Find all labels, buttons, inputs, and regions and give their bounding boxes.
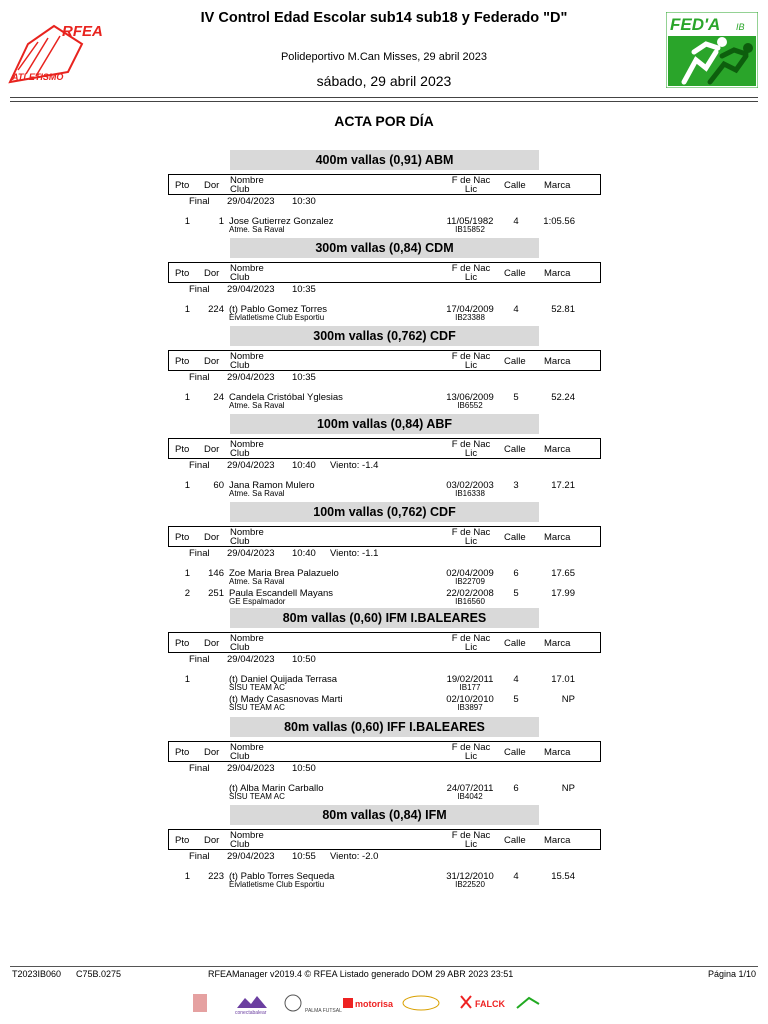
col-lic: Lic — [464, 272, 478, 283]
rfea-logo-sub: ATLETISMO — [12, 72, 64, 82]
athlete-name: (t) Pablo Gomez Torres — [229, 304, 328, 315]
col-calle: Calle — [504, 835, 526, 846]
falck-icon — [461, 996, 471, 1008]
col-marca: Marca — [544, 268, 571, 279]
event-title: 100m vallas (0,84) ABF — [230, 414, 539, 434]
license-number: IB22709 — [455, 577, 485, 586]
col-marca: Marca — [544, 444, 571, 455]
birth-date: 24/07/2011 — [446, 783, 494, 794]
result-row — [168, 871, 601, 893]
result-row — [168, 674, 601, 696]
col-marca: Marca — [544, 835, 571, 846]
round-time: 10:35 — [292, 372, 316, 383]
round-label: Final — [189, 284, 210, 295]
result-row — [168, 216, 601, 238]
column-header-row — [168, 741, 601, 762]
palma-futsal-icon — [285, 995, 301, 1011]
birth-date: 22/02/2008 — [446, 588, 494, 599]
mark: NP — [561, 694, 575, 705]
column-header-row — [168, 632, 601, 653]
col-dor: Dor — [204, 835, 220, 846]
col-lic: Lic — [464, 751, 478, 762]
mark: NP — [561, 783, 575, 794]
col-fnac: F de Nac — [451, 351, 491, 362]
sponsor-name-palma-futsal: PALMA FUTSAL — [305, 1008, 342, 1014]
col-dor: Dor — [204, 747, 220, 758]
runner-icon — [517, 998, 539, 1008]
athlete-club: SISU TEAM AC — [229, 683, 285, 692]
athlete-club: SISU TEAM AC — [229, 792, 285, 801]
col-lic: Lic — [464, 839, 478, 850]
result-row — [168, 588, 601, 610]
birth-date: 11/05/1982 — [446, 216, 494, 227]
fedaib-logo — [666, 12, 758, 88]
footer-code: T2023IB060 — [12, 969, 62, 979]
col-pto: Pto — [175, 356, 190, 367]
round-date: 29/04/2023 — [227, 460, 275, 471]
license-number: IB16560 — [455, 597, 485, 606]
event-title: 80m vallas (0,60) IFF I.BALEARES — [230, 717, 539, 737]
col-dor: Dor — [204, 444, 220, 455]
round-time: 10:30 — [292, 196, 316, 207]
athlete-club: Atme. Sa Raval — [229, 225, 285, 234]
mark: 17.65 — [551, 568, 575, 579]
result-position: 1 — [184, 568, 190, 579]
col-nombre: Nombre — [230, 633, 264, 644]
result-position: 1 — [184, 480, 190, 491]
col-nombre: Nombre — [230, 263, 264, 274]
result-bib: 223 — [208, 871, 224, 882]
col-fnac: F de Nac — [451, 175, 491, 186]
column-header-row — [168, 438, 601, 459]
col-pto: Pto — [175, 638, 190, 649]
round-time: 10:55 — [292, 851, 316, 862]
mark: 52.81 — [551, 304, 575, 315]
athlete-name: Paula Escandell Mayans — [229, 588, 334, 599]
birth-date: 31/12/2010 — [446, 871, 494, 882]
birth-date: 02/04/2009 — [446, 568, 494, 579]
sponsor-logos — [185, 990, 585, 1016]
round-date: 29/04/2023 — [227, 372, 275, 383]
sponsor-strip — [185, 990, 585, 1016]
footer-version-code: C75B.0275 — [76, 969, 122, 979]
license-number: IB22520 — [455, 880, 485, 889]
birth-date: 13/06/2009 — [446, 392, 494, 403]
col-nombre: Nombre — [230, 439, 264, 450]
athlete-club: SISU TEAM AC — [229, 703, 285, 712]
result-bib: 251 — [208, 588, 224, 599]
round-date: 29/04/2023 — [227, 851, 275, 862]
sponsor-name-motorisa: motorisa — [355, 999, 394, 1009]
lane: 5 — [513, 588, 519, 599]
round-date: 29/04/2023 — [227, 654, 275, 665]
col-pto: Pto — [175, 444, 190, 455]
col-club: Club — [230, 536, 250, 547]
round-label: Final — [189, 372, 210, 383]
col-lic: Lic — [464, 184, 478, 195]
mark: 15.54 — [551, 871, 575, 882]
column-header-row — [168, 526, 601, 547]
birth-date: 17/04/2009 — [446, 304, 494, 315]
col-fnac: F de Nac — [451, 742, 491, 753]
round-time: 10:50 — [292, 654, 316, 665]
athlete-club: Eivlatletisme Club Esportiu — [229, 313, 325, 322]
event-title: 300m vallas (0,84) CDM — [230, 238, 539, 258]
license-number: IB16338 — [455, 489, 485, 498]
col-lic: Lic — [464, 448, 478, 459]
round-time: 10:40 — [292, 548, 316, 559]
col-pto: Pto — [175, 532, 190, 543]
birth-date: 02/10/2010 — [446, 694, 494, 705]
col-nombre: Nombre — [230, 175, 264, 186]
lane: 4 — [513, 304, 519, 315]
col-calle: Calle — [504, 532, 526, 543]
result-position: 2 — [184, 588, 190, 599]
result-bib: 224 — [208, 304, 224, 315]
athlete-club: GE Espalmador — [229, 597, 286, 606]
col-club: Club — [230, 751, 250, 762]
birth-date: 03/02/2003 — [446, 480, 494, 491]
col-nombre: Nombre — [230, 742, 264, 753]
round-date: 29/04/2023 — [227, 763, 275, 774]
round-time: 10:50 — [292, 763, 316, 774]
event-title: 300m vallas (0,762) CDF — [230, 326, 539, 346]
col-fnac: F de Nac — [451, 633, 491, 644]
license-number: IB177 — [459, 683, 481, 692]
fedaib-logo-sub: IB — [736, 22, 745, 32]
event-title: 100m vallas (0,762) CDF — [230, 502, 539, 522]
col-fnac: F de Nac — [451, 439, 491, 450]
col-calle: Calle — [504, 356, 526, 367]
event-title: 400m vallas (0,91) ABM — [230, 150, 539, 170]
col-club: Club — [230, 272, 250, 283]
brand-icon — [403, 996, 439, 1010]
venue-subtitle: Polideportivo M.Can Misses, 29 abril 2023 — [280, 51, 488, 63]
fedaib-logo-text: FED'A — [670, 15, 721, 34]
athlete-club: Eivlatletisme Club Esportiu — [229, 880, 325, 889]
lane: 5 — [513, 392, 519, 403]
conectabalear-icon — [237, 996, 267, 1008]
round-time: 10:35 — [292, 284, 316, 295]
result-bib: 60 — [213, 480, 224, 491]
athlete-club: Atme. Sa Raval — [229, 577, 285, 586]
col-fnac: F de Nac — [451, 527, 491, 538]
column-header-row — [168, 262, 601, 283]
col-marca: Marca — [544, 532, 571, 543]
lane: 6 — [513, 783, 519, 794]
lane: 3 — [513, 480, 519, 491]
athlete-name: (t) Mady Casasnovas Marti — [229, 694, 343, 705]
athlete-name: (t) Pablo Torres Sequeda — [229, 871, 335, 882]
col-lic: Lic — [464, 360, 478, 371]
athlete-club: Atme. Sa Raval — [229, 401, 285, 410]
page-title: IV Control Edad Escolar sub14 sub18 y Federado "D" — [200, 10, 568, 26]
birth-date: 19/02/2011 — [446, 674, 494, 685]
sponsor-name-falck: FALCK — [475, 999, 505, 1009]
round-time: 10:40 — [292, 460, 316, 471]
col-nombre: Nombre — [230, 527, 264, 538]
event-date: sábado, 29 abril 2023 — [316, 73, 452, 89]
col-club: Club — [230, 184, 250, 195]
lane: 4 — [513, 674, 519, 685]
result-position: 1 — [184, 871, 190, 882]
header-rule-2 — [10, 101, 758, 102]
result-row — [168, 783, 601, 805]
col-pto: Pto — [175, 180, 190, 191]
result-row — [168, 480, 601, 502]
motorisa-icon — [343, 998, 353, 1008]
result-position: 1 — [184, 392, 190, 403]
footer-page: Página 1/10 — [707, 969, 756, 979]
rfea-logo-text: RFEA — [62, 23, 103, 40]
result-bib: 1 — [218, 216, 224, 227]
column-header-row — [168, 829, 601, 850]
col-calle: Calle — [504, 444, 526, 455]
result-row — [168, 304, 601, 326]
event-title: 80m vallas (0,84) IFM — [230, 805, 539, 825]
col-calle: Calle — [504, 268, 526, 279]
col-dor: Dor — [204, 268, 220, 279]
athlete-name: Candela Cristóbal Yglesias — [229, 392, 343, 403]
result-row — [168, 694, 601, 716]
round-date: 29/04/2023 — [227, 284, 275, 295]
footer-rule — [10, 966, 758, 967]
lane: 5 — [513, 694, 519, 705]
round-wind: Viento: -1.1 — [330, 548, 379, 559]
round-label: Final — [189, 654, 210, 665]
round-label: Final — [189, 763, 210, 774]
license-number: IB6552 — [457, 401, 483, 410]
column-header-row — [168, 174, 601, 195]
lane: 4 — [513, 216, 519, 227]
col-club: Club — [230, 360, 250, 371]
rfea-logo — [8, 22, 104, 84]
result-row — [168, 568, 601, 590]
round-wind: Viento: -1.4 — [330, 460, 379, 471]
col-club: Club — [230, 642, 250, 653]
col-nombre: Nombre — [230, 351, 264, 362]
col-calle: Calle — [504, 747, 526, 758]
result-row — [168, 392, 601, 414]
lane: 6 — [513, 568, 519, 579]
round-date: 29/04/2023 — [227, 196, 275, 207]
license-number: IB23388 — [455, 313, 485, 322]
round-label: Final — [189, 460, 210, 471]
event-title: 80m vallas (0,60) IFM I.BALEARES — [230, 608, 539, 628]
round-label: Final — [189, 548, 210, 559]
mark: 1:05.56 — [543, 216, 575, 227]
result-position: 1 — [184, 674, 190, 685]
col-calle: Calle — [504, 638, 526, 649]
result-bib: 24 — [213, 392, 224, 403]
athlete-name: Zoe Maria Brea Palazuelo — [229, 568, 339, 579]
mark: 17.99 — [551, 588, 575, 599]
col-nombre: Nombre — [230, 830, 264, 841]
result-position: 1 — [184, 216, 190, 227]
col-marca: Marca — [544, 747, 571, 758]
col-lic: Lic — [464, 642, 478, 653]
col-fnac: F de Nac — [451, 263, 491, 274]
col-dor: Dor — [204, 180, 220, 191]
col-pto: Pto — [175, 747, 190, 758]
col-dor: Dor — [204, 356, 220, 367]
col-pto: Pto — [175, 268, 190, 279]
header-rule — [10, 97, 758, 98]
col-marca: Marca — [544, 356, 571, 367]
lane: 4 — [513, 871, 519, 882]
result-bib: 146 — [208, 568, 224, 579]
acta-title: ACTA POR DÍA — [334, 113, 434, 129]
athlete-name: (t) Alba Marin Carballo — [229, 783, 324, 794]
col-marca: Marca — [544, 638, 571, 649]
athlete-name: Jose Gutierrez Gonzalez — [229, 216, 334, 227]
col-marca: Marca — [544, 180, 571, 191]
column-header-row — [168, 350, 601, 371]
license-number: IB4042 — [457, 792, 483, 801]
col-calle: Calle — [504, 180, 526, 191]
col-lic: Lic — [464, 536, 478, 547]
result-position: 1 — [184, 304, 190, 315]
mark: 17.21 — [551, 480, 575, 491]
col-club: Club — [230, 448, 250, 459]
athlete-name: Jana Ramon Mulero — [229, 480, 315, 491]
athlete-club: Atme. Sa Raval — [229, 489, 285, 498]
col-pto: Pto — [175, 835, 190, 846]
govern-crest-icon — [193, 994, 207, 1012]
col-club: Club — [230, 839, 250, 850]
round-wind: Viento: -2.0 — [330, 851, 379, 862]
mark: 17.01 — [551, 674, 575, 685]
license-number: IB3897 — [457, 703, 483, 712]
athlete-name: (t) Daniel Quijada Terrasa — [229, 674, 338, 685]
col-dor: Dor — [204, 638, 220, 649]
mark: 52.24 — [551, 392, 575, 403]
footer-generator: RFEAManager v2019.4 © RFEA Listado generado DOM 29 ABR 2023 23:51 — [208, 969, 514, 979]
license-number: IB15852 — [455, 225, 485, 234]
round-label: Final — [189, 851, 210, 862]
sponsor-name-conectabalear: conectabalear — [235, 1010, 267, 1016]
round-date: 29/04/2023 — [227, 548, 275, 559]
col-fnac: F de Nac — [451, 830, 491, 841]
col-dor: Dor — [204, 532, 220, 543]
round-label: Final — [189, 196, 210, 207]
